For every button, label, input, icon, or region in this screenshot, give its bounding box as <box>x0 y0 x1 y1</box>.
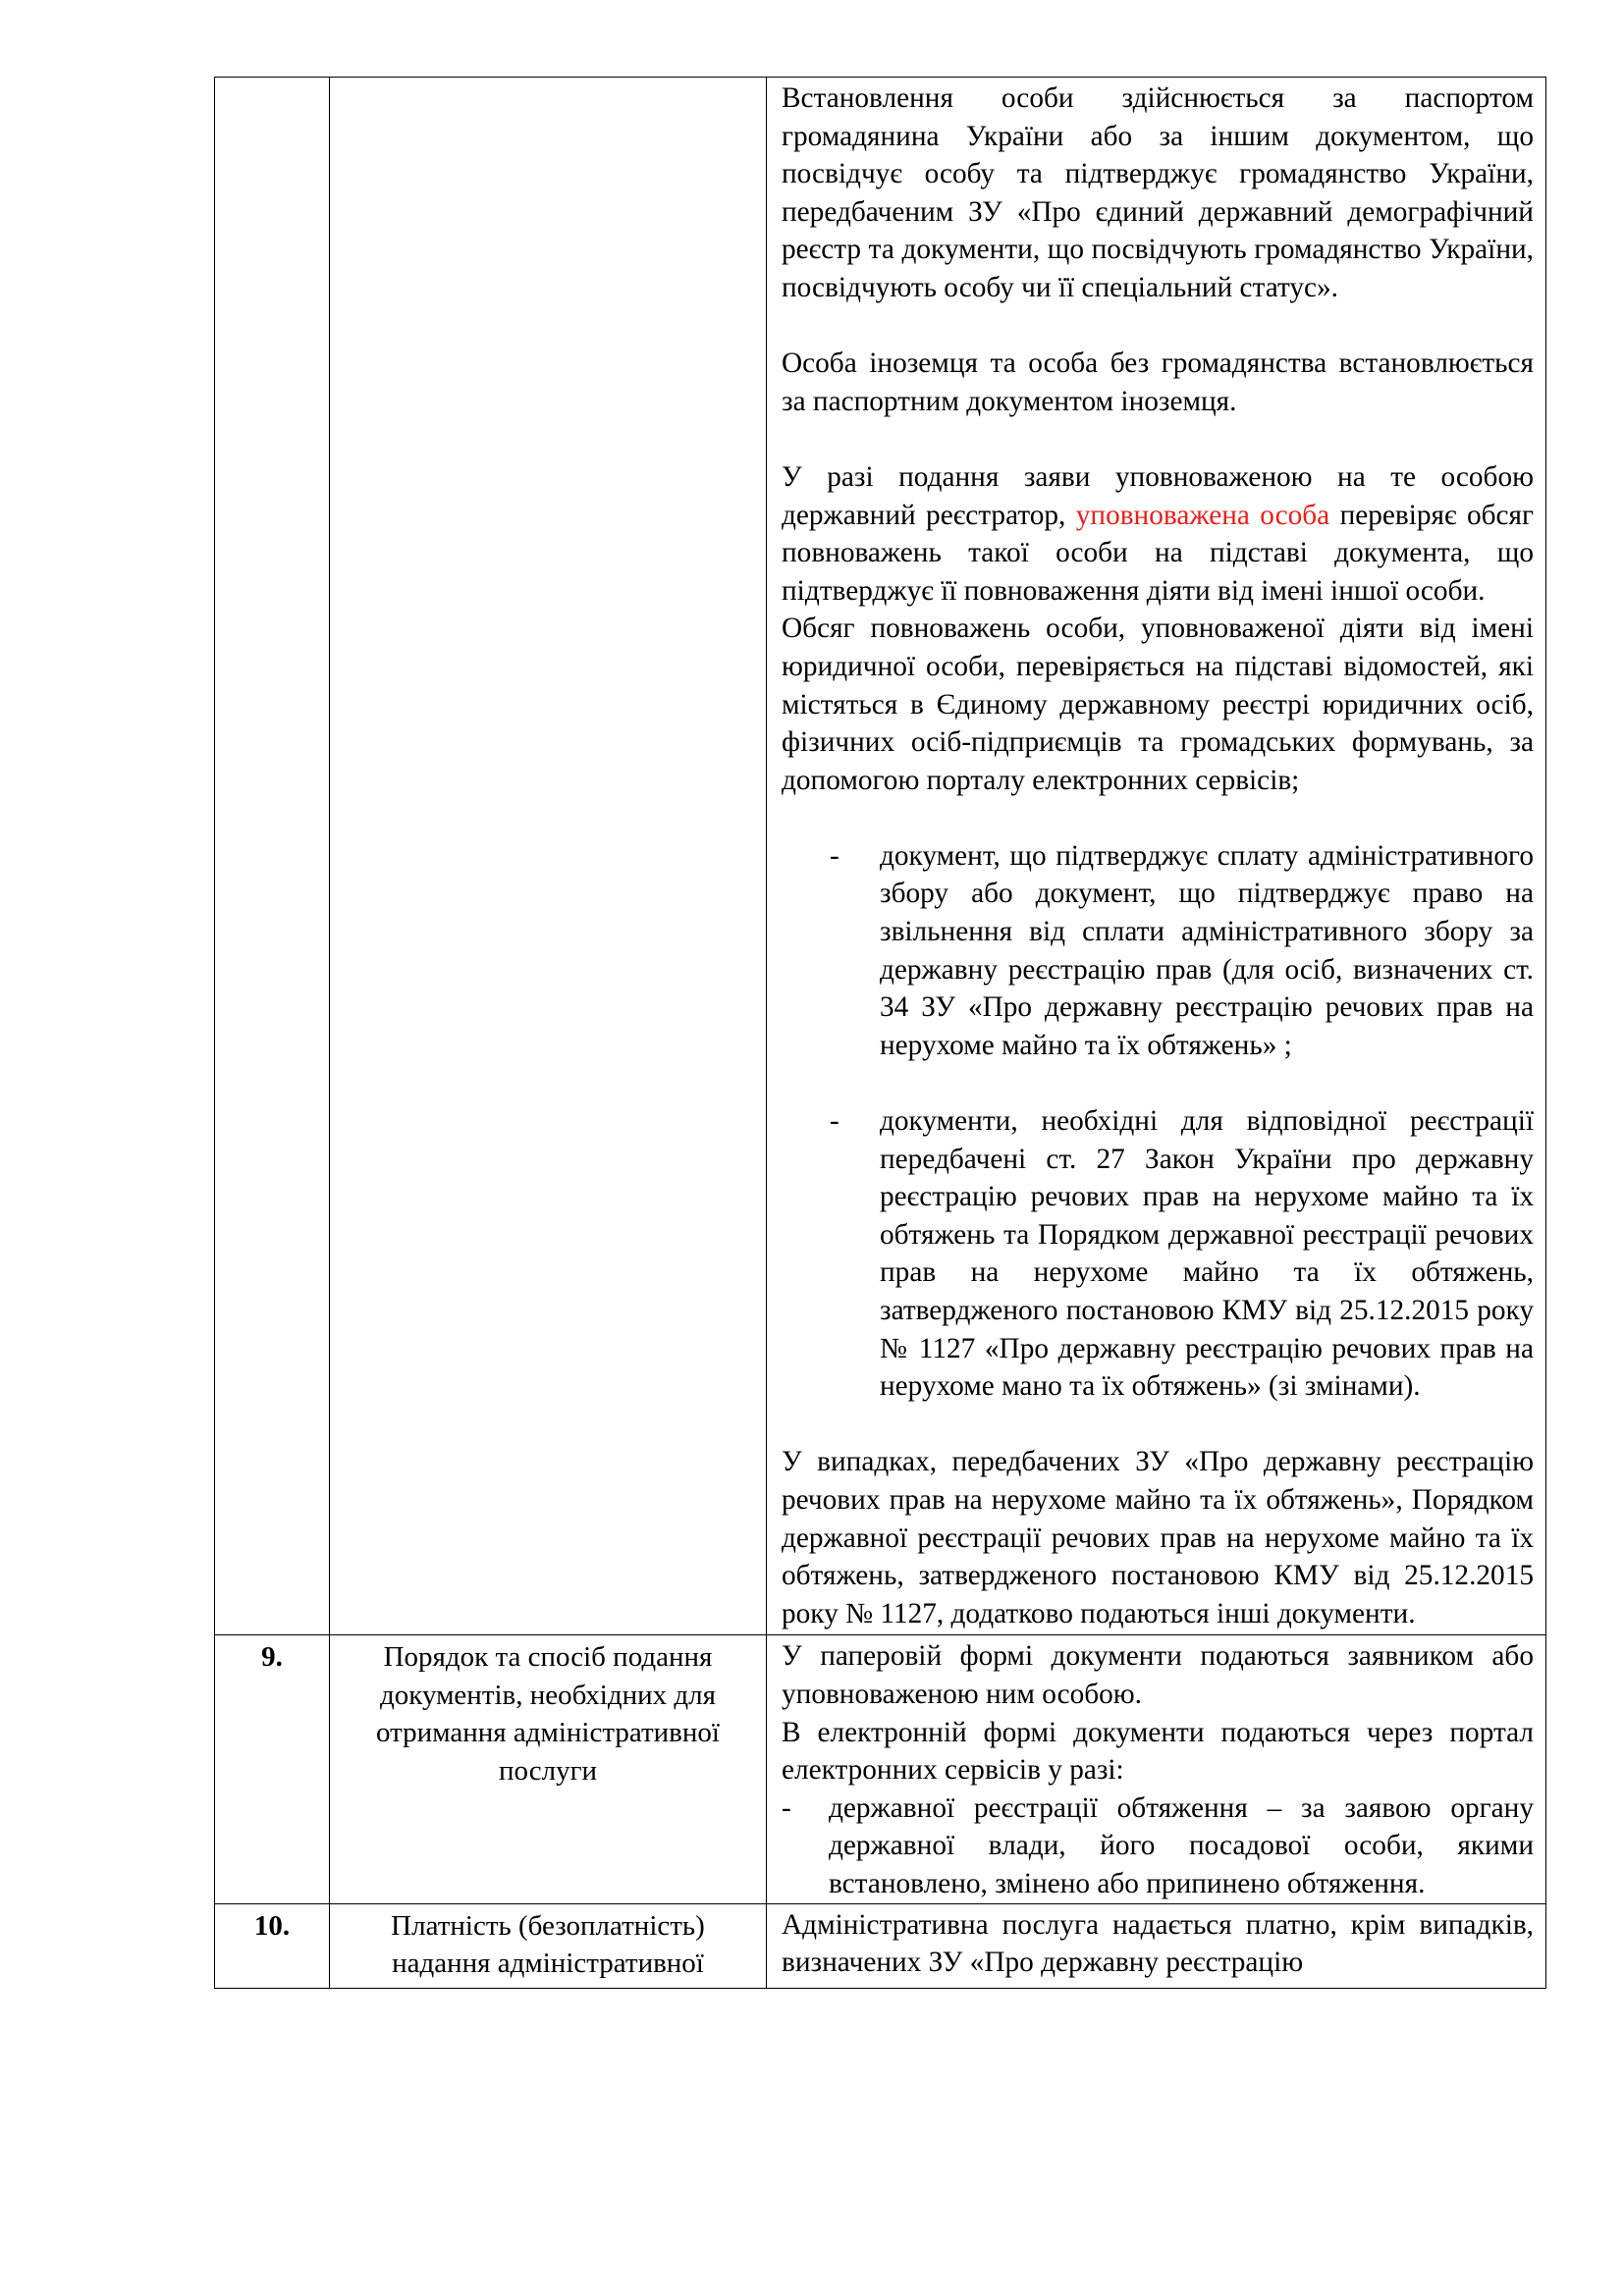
paragraph-payment: Адміністративна послуга надається платно, крім випадків, визначених ЗУ «Про державну реєстрацію <box>782 1908 1534 1979</box>
paragraph-identity: Встановлення особи здійснюється за паспортом громадянина України або за іншим документом, що посвідчує особу та підтверджує громадянство України, передбаченим ЗУ «Про єдиний державний демографічний реєстр та документи, що посвідчують громадянство України, посвідчують особу чи її спеціальний статус». <box>782 82 1534 303</box>
document-page <box>214 77 1545 1989</box>
text-fragment: У разі подання заяви уповноваженою на те особою державний реєстратор, <box>782 460 1534 531</box>
list-item-text: документ, що підтверджує сплату адміністративного збору або документ, що підтверджує право на звільнення від сплати адміністративного збору за державну реєстрацію прав (для осіб, визначених ст. 34 ЗУ «Про державну реєстрацію речових прав на нерухоме майно та їх обтяжень» ; <box>880 839 1534 1061</box>
list-dash: - <box>830 839 839 872</box>
highlighted-text: уповноважена особа <box>1075 499 1330 531</box>
list-dash: - <box>782 1791 791 1824</box>
row-content-cell <box>767 1635 1546 1903</box>
text-fragment: перевіряє обсяг повноважень такої особи на підставі документа, що підтверджує її повноваження діяти від імені іншої особи. <box>782 499 1535 607</box>
list-dash: - <box>830 1105 839 1138</box>
row-name-cell: Платність (безоплатність) надання адміністративної <box>330 1903 767 1988</box>
table-row <box>215 1903 1546 1988</box>
spacer <box>782 1064 1534 1102</box>
row-content-cell <box>767 78 1546 1635</box>
list-item <box>782 1789 1534 1903</box>
paragraph-additional-docs: У випадках, передбачених ЗУ «Про державну реєстрацію речових прав на нерухоме майно та їх обтяжень», Порядком державної реєстрації речових прав на нерухоме майно та їх обтяжень, затвердженого постановою КМУ від 25.12.2015 року № 1127, додатково подаються інші документи. <box>782 1446 1534 1629</box>
list-item-text: державної реєстрації обтяження – за заявою органу державної влади, його посадової особи, якими встановлено, змінено або припинено обтяження. <box>829 1791 1534 1899</box>
spacer <box>782 420 1534 458</box>
row-name-cell <box>330 78 767 1635</box>
list-item <box>782 837 1534 1065</box>
list-item-text: документи, необхідні для відповідної реєстрації передбачені ст. 27 Закон України про державну реєстрацію речових прав на нерухоме майно та їх обтяжень та Порядком державної реєстрації речових прав на нерухоме майно та їх обтяжень, затвердженого постановою КМУ від 25.12.2015 року № 1127 «Про державну реєстрацію речових прав на нерухоме мано та їх обтяжень» (зі змінами). <box>880 1105 1534 1403</box>
row-content-cell <box>767 1903 1546 1988</box>
paragraph-legal-entity: Обсяг повноважень особи, уповноваженої діяти від імені юридичної особи, перевіряється на підставі відомостей, які містяться в Єдиному державному реєстрі юридичних осіб, фізичних осіб-підприємців та громадських формувань, за допомогою порталу електронних сервісів; <box>782 613 1534 796</box>
paragraph-electronic-form: В електронній формі документи подаються через портал електронних сервісів у разі: <box>782 1716 1534 1787</box>
table-row <box>215 1635 1546 1903</box>
table-row <box>215 78 1546 1635</box>
spacer <box>782 307 1534 346</box>
list-item <box>782 1102 1534 1406</box>
paragraph-paper-form: У паперовій формі документи подаються заявником або уповноваженою ним особою. <box>782 1640 1534 1710</box>
row-number-cell: 10. <box>215 1903 330 1988</box>
paragraph-foreigner: Особа іноземця та особа без громадянства встановлюється за паспортним документом іноземця. <box>782 347 1534 417</box>
spacer <box>782 1406 1534 1444</box>
row-name-cell: Порядок та спосіб подання документів, необхідних для отримання адміністративної послуги <box>330 1635 767 1903</box>
row-number-cell: 9. <box>215 1635 330 1903</box>
service-info-table <box>214 77 1546 1989</box>
paragraph-representative <box>782 458 1534 610</box>
row-number-cell <box>215 78 330 1635</box>
spacer <box>782 799 1534 837</box>
